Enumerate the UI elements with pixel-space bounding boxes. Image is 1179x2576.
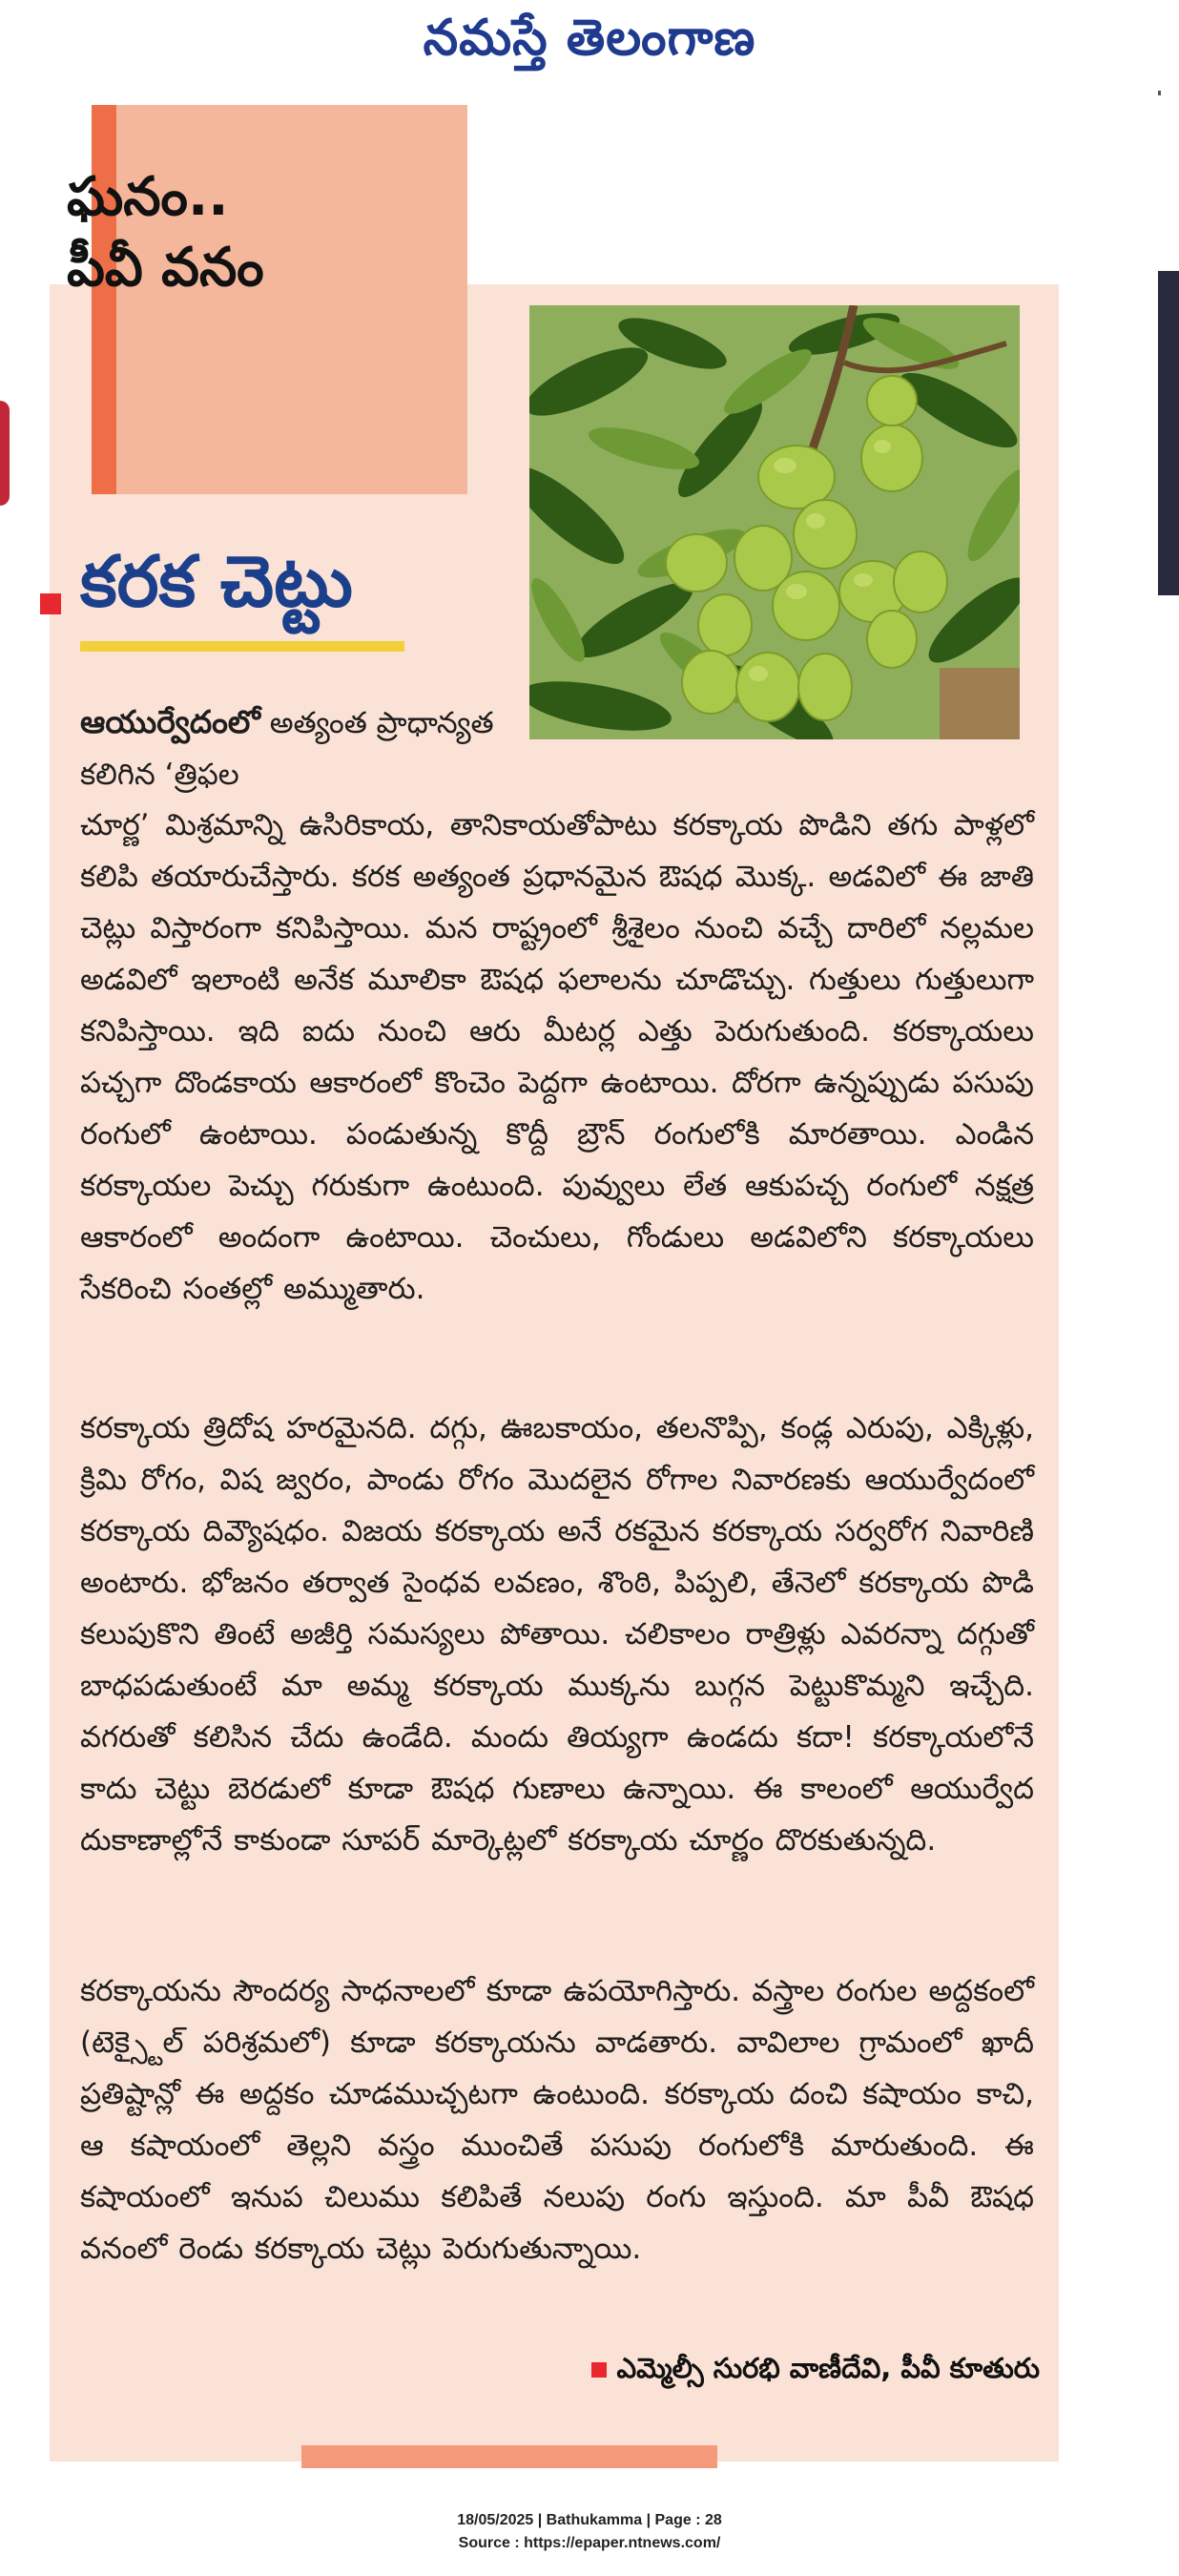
- byline-marker: [591, 2362, 607, 2378]
- edge-mark: [1158, 91, 1161, 95]
- karaka-fruit-photo: [529, 305, 1020, 739]
- footer-source-link[interactable]: Source : https://epaper.ntnews.com/: [458, 2535, 721, 2551]
- article-headline: కరక చెట్టు: [80, 541, 353, 623]
- footer-date-line: 18/05/2025 | Bathukamma | Page : 28: [457, 2512, 722, 2528]
- karaka-tree-illustration: [529, 305, 1020, 739]
- section-title-line1: ఘనం..: [67, 166, 229, 228]
- adjacent-page-edge-red: [0, 401, 10, 506]
- lead-text: అత్యంత ప్రాధాన్యత కలిగిన ‘త్రిఫల: [80, 706, 494, 792]
- bottom-accent-bar: [301, 2445, 717, 2468]
- article-byline: [553, 2349, 1040, 2387]
- adjacent-page-edge-dark: [1158, 271, 1179, 595]
- article-lead: [80, 696, 514, 800]
- headline-underline: [80, 641, 404, 652]
- section-title: [67, 162, 372, 303]
- article-paragraph-3: కరక్కాయను సౌందర్య సాధనాలలో కూడా ఉపయోగిస్తారు. వస్త్రాల రంగుల అద్దకంలో (టెక్స్టైల్ పరిశ్రమలో) కూడా కరక్కాయను వాడతారు. వావిలాల గ్రామంలో ఖాదీ ప్రతిష్టాన్లో ఈ అద్దకం చూడముచ్చటగా ఉంటుంది. కరక్కాయ దంచి కషాయం కాచి, ఆ కషాయంలో తెల్లని వస్త్రం ముంచితే పసుపు రంగులోకి మారుతుంది. ఈ కషాయంలో ఇనుప చిలుము కలిపితే నలుపు రంగు ఇస్తుంది. మా పీవీ ఔషధ వనంలో రెండు కరక్కాయ చెట్లు పెరుగుతున్నాయి.: [80, 1974, 1034, 2266]
- photo-trunk: [940, 668, 1020, 739]
- lead-bold-word: ఆయుర్వేదంలో: [80, 703, 260, 740]
- byline-text: ఎమ్మెల్సీ సురభి వాణీదేవి, పీవీ కూతురు: [616, 2352, 1040, 2384]
- headline-marker: [40, 593, 61, 614]
- article-paragraph-1: చూర్ణ’ మిశ్రమాన్ని ఉసిరికాయ, తానికాయతోపాటు కరక్కాయ పొడిని తగు పాళ్లలో కలిపి తయారుచేస్తారు. కరక అత్యంత ప్రధానమైన ఔషధ మొక్క. అడవిలో ఈ జాతి చెట్లు విస్తారంగా కనిపిస్తాయి. మన రాష్ట్రంలో శ్రీశైలం నుంచి వచ్చే దారిలో నల్లమల అడవిలో ఇలాంటి అనేక మూలికా ఔషధ ఫలాలను చూడొచ్చు. గుత్తులు గుత్తులుగా కనిపిస్తాయి. ఇది ఐదు నుంచి ఆరు మీటర్ల ఎత్తు పెరుగుతుంది. కరక్కాయలు పచ్చగా దొండకాయ ఆకారంలో కొంచెం పెద్దగా ఉంటాయి. దోరగా ఉన్నప్పుడు పసుపు రంగులో ఉంటాయి. పండుతున్న కొద్దీ బ్రౌన్ రంగులోకి మారతాయి. ఎండిన కరక్కాయల పెచ్చు గరుకుగా ఉంటుంది. పువ్వులు లేత ఆకుపచ్చ రంగులో నక్షత్ర ఆకారంలో అందంగా ఉంటాయి. చెంచులు, గోండులు అడవిలోని కరక్కాయలు సేకరించి సంతల్లో అమ్ముతారు.: [80, 808, 1034, 1306]
- page-footer: [0, 2509, 1179, 2555]
- section-title-line2: పీవీ వనం: [67, 237, 264, 299]
- masthead-logo: నమస్తే తెలంగాణ: [423, 10, 756, 67]
- article-paragraph-2: కరక్కాయ త్రిదోష హరమైనది. దగ్గు, ఊబకాయం, తలనొప్పి, కండ్ల ఎరుపు, ఎక్కిళ్లు, క్రిమి రోగం, విష జ్వరం, పాండు రోగం మొదలైన రోగాల నివారణకు ఆయుర్వేదంలో కరక్కాయ దివ్యౌషధం. విజయ కరక్కాయ అనే రకమైన కరక్కాయ సర్వరోగ నివారిణి అంటారు. భోజనం తర్వాత సైంధవ లవణం, శొంఠి, పిప్పలి, తేనెలో కరక్కాయ పొడి కలుపుకొని తింటే అజీర్తి సమస్యలు పోతాయి. చలికాలం రాత్రిళ్లు ఎవరన్నా దగ్గుతో బాధపడుతుంటే మా అమ్మ కరక్కాయ ముక్కను బుగ్గన పెట్టుకొమ్మని ఇచ్చేది. వగరుతో కలిసిన చేదు ఉండేది. మందు తియ్యగా ఉండదు కదా! కరక్కాయలోనే కాదు చెట్టు బెరడులో కూడా ఔషధ గుణాలు ఉన్నాయి. ఈ కాలంలో ఆయుర్వేద దుకాణాల్లోనే కాకుండా సూపర్ మార్కెట్లలో కరక్కాయ చూర్ణం దొరకుతున్నది.: [80, 1411, 1034, 1858]
